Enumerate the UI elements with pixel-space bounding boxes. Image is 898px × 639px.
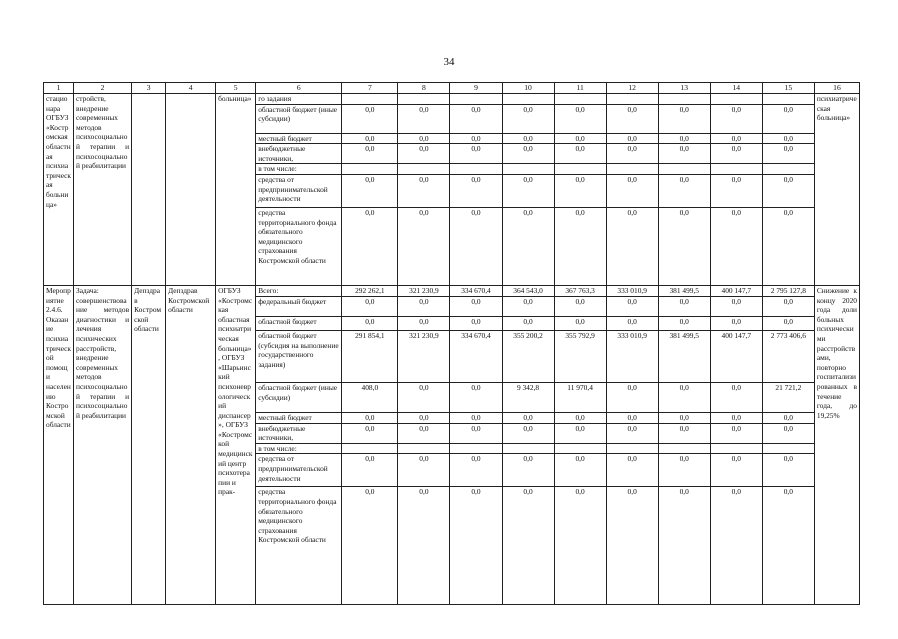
amount-cell: 0,0 xyxy=(710,207,762,285)
amount-cell xyxy=(342,443,398,454)
amount-cell: 0,0 xyxy=(450,316,502,330)
amount-cell: 0,0 xyxy=(710,133,762,144)
amount-cell xyxy=(762,94,814,105)
column-number-cell: 13 xyxy=(658,83,710,94)
amount-cell: 21 721,2 xyxy=(762,382,814,412)
amount-cell: 2 773 406,6 xyxy=(762,330,814,382)
amount-cell: 0,0 xyxy=(658,382,710,412)
amount-cell: 0,0 xyxy=(710,382,762,412)
amount-cell: 0,0 xyxy=(450,454,502,487)
amount-cell: 0,0 xyxy=(342,174,398,207)
amount-cell: 0,0 xyxy=(342,412,398,423)
amount-cell: 0,0 xyxy=(762,423,814,443)
column-number-cell: 15 xyxy=(762,83,814,94)
column-number-cell: 10 xyxy=(502,83,554,94)
funding-source-cell: Всего: xyxy=(256,285,342,296)
amount-cell: 381 499,5 xyxy=(658,330,710,382)
table-row xyxy=(44,94,860,105)
amount-cell xyxy=(450,94,502,105)
amount-cell: 0,0 xyxy=(762,104,814,133)
amount-cell: 0,0 xyxy=(554,423,606,443)
funding-source-cell: средства от предпринимательской деятельности xyxy=(256,174,342,207)
participant-cell: больница» xyxy=(216,94,256,286)
column-number-cell: 12 xyxy=(606,83,658,94)
event-name-cell: Мероприятие 2.4.6. Оказание психиатрической помощи населению Костромской области xyxy=(44,285,74,604)
amount-cell xyxy=(710,94,762,105)
amount-cell: 0,0 xyxy=(658,144,710,164)
amount-cell: 0,0 xyxy=(502,144,554,164)
column-number-cell: 4 xyxy=(166,83,216,94)
amount-cell: 0,0 xyxy=(554,207,606,285)
amount-cell: 0,0 xyxy=(450,487,502,605)
amount-cell: 11 970,4 xyxy=(554,382,606,412)
executor-cell: Депздрав Костромской области xyxy=(166,285,216,604)
funding-source-cell: местный бюджет xyxy=(256,133,342,144)
amount-cell xyxy=(342,94,398,105)
amount-cell: 367 763,3 xyxy=(554,285,606,296)
amount-cell xyxy=(502,94,554,105)
budget-table xyxy=(43,82,860,605)
amount-cell: 0,0 xyxy=(450,423,502,443)
amount-cell: 0,0 xyxy=(710,316,762,330)
amount-cell: 0,0 xyxy=(554,487,606,605)
amount-cell: 334 670,4 xyxy=(450,285,502,296)
amount-cell: 400 147,7 xyxy=(710,285,762,296)
column-number-cell: 7 xyxy=(342,83,398,94)
amount-cell: 0,0 xyxy=(502,133,554,144)
amount-cell: 0,0 xyxy=(554,144,606,164)
amount-cell: 0,0 xyxy=(606,104,658,133)
amount-cell: 0,0 xyxy=(342,487,398,605)
amount-cell: 0,0 xyxy=(398,207,450,285)
amount-cell xyxy=(658,443,710,454)
amount-cell: 0,0 xyxy=(554,296,606,316)
amount-cell: 0,0 xyxy=(502,296,554,316)
coordinator-cell: Депздрав Костромской области xyxy=(132,285,166,604)
funding-source-cell: федеральный бюджет xyxy=(256,296,342,316)
amount-cell: 0,0 xyxy=(398,133,450,144)
amount-cell: 0,0 xyxy=(398,104,450,133)
funding-source-cell: внебюджетные источники, xyxy=(256,423,342,443)
amount-cell: 0,0 xyxy=(398,316,450,330)
amount-cell: 0,0 xyxy=(554,133,606,144)
amount-cell: 0,0 xyxy=(342,104,398,133)
amount-cell: 334 670,4 xyxy=(450,330,502,382)
amount-cell: 0,0 xyxy=(762,487,814,605)
amount-cell xyxy=(606,164,658,175)
amount-cell: 0,0 xyxy=(606,423,658,443)
amount-cell: 0,0 xyxy=(502,104,554,133)
amount-cell: 0,0 xyxy=(502,207,554,285)
amount-cell: 0,0 xyxy=(658,133,710,144)
amount-cell: 0,0 xyxy=(450,174,502,207)
task-cell: Задача: совершенствование методов диагностики и лечения психических расстройств, внедрение современных методов психосоциальной терапии и психосоциальной реабилитации xyxy=(74,285,132,604)
amount-cell: 0,0 xyxy=(658,412,710,423)
amount-cell: 0,0 xyxy=(502,174,554,207)
executor-cell xyxy=(166,94,216,286)
amount-cell: 0,0 xyxy=(658,104,710,133)
table-body xyxy=(44,83,860,605)
amount-cell: 0,0 xyxy=(502,454,554,487)
amount-cell: 9 342,8 xyxy=(502,382,554,412)
header-row xyxy=(44,83,860,94)
column-number-cell: 14 xyxy=(710,83,762,94)
amount-cell: 0,0 xyxy=(342,296,398,316)
amount-cell xyxy=(398,94,450,105)
coordinator-cell xyxy=(132,94,166,286)
amount-cell: 0,0 xyxy=(398,296,450,316)
amount-cell: 355 792,9 xyxy=(554,330,606,382)
amount-cell: 0,0 xyxy=(606,412,658,423)
column-number-cell: 9 xyxy=(450,83,502,94)
amount-cell xyxy=(554,94,606,105)
result-indicator-cell: психиатрическая больница» xyxy=(814,94,859,286)
amount-cell xyxy=(554,443,606,454)
amount-cell: 0,0 xyxy=(606,296,658,316)
amount-cell: 0,0 xyxy=(658,174,710,207)
amount-cell: 0,0 xyxy=(762,133,814,144)
amount-cell xyxy=(398,443,450,454)
amount-cell: 0,0 xyxy=(762,207,814,285)
amount-cell: 0,0 xyxy=(606,487,658,605)
amount-cell xyxy=(606,443,658,454)
amount-cell: 0,0 xyxy=(450,207,502,285)
amount-cell xyxy=(502,164,554,175)
amount-cell: 0,0 xyxy=(554,316,606,330)
amount-cell: 0,0 xyxy=(450,144,502,164)
amount-cell: 0,0 xyxy=(554,454,606,487)
amount-cell xyxy=(658,164,710,175)
amount-cell: 321 230,9 xyxy=(398,285,450,296)
amount-cell: 0,0 xyxy=(398,174,450,207)
amount-cell: 0,0 xyxy=(450,412,502,423)
amount-cell: 0,0 xyxy=(342,207,398,285)
column-number-cell: 1 xyxy=(44,83,74,94)
amount-cell: 0,0 xyxy=(762,412,814,423)
amount-cell xyxy=(710,443,762,454)
amount-cell: 0,0 xyxy=(554,174,606,207)
amount-cell xyxy=(342,164,398,175)
amount-cell: 408,0 xyxy=(342,382,398,412)
amount-cell: 0,0 xyxy=(710,423,762,443)
amount-cell: 0,0 xyxy=(398,454,450,487)
amount-cell: 0,0 xyxy=(710,454,762,487)
amount-cell xyxy=(450,443,502,454)
amount-cell: 291 854,1 xyxy=(342,330,398,382)
column-number-cell: 2 xyxy=(74,83,132,94)
amount-cell: 333 010,9 xyxy=(606,285,658,296)
amount-cell: 0,0 xyxy=(450,104,502,133)
amount-cell: 0,0 xyxy=(606,144,658,164)
amount-cell: 0,0 xyxy=(342,133,398,144)
amount-cell: 0,0 xyxy=(450,296,502,316)
result-indicator-cell: Снижение к концу 2020 года доли больных психическими расстройствами, повторно госпитализированных в течение года, до 19,25% xyxy=(814,285,859,604)
column-number-cell: 3 xyxy=(132,83,166,94)
amount-cell xyxy=(398,164,450,175)
amount-cell: 0,0 xyxy=(450,382,502,412)
amount-cell xyxy=(450,164,502,175)
page-number: 34 xyxy=(443,56,455,68)
amount-cell: 0,0 xyxy=(658,423,710,443)
amount-cell: 0,0 xyxy=(606,133,658,144)
amount-cell xyxy=(606,94,658,105)
amount-cell: 0,0 xyxy=(502,316,554,330)
funding-source-cell: средства территориального фонда обязательного медицинского страхования Костромской области xyxy=(256,207,342,285)
amount-cell: 381 499,5 xyxy=(658,285,710,296)
amount-cell: 0,0 xyxy=(762,144,814,164)
amount-cell: 333 010,9 xyxy=(606,330,658,382)
amount-cell: 0,0 xyxy=(710,174,762,207)
amount-cell: 0,0 xyxy=(710,487,762,605)
amount-cell: 0,0 xyxy=(710,412,762,423)
funding-source-cell: областной бюджет (субсидия на выполнение государственного задания) xyxy=(256,330,342,382)
funding-source-cell: в том числе: xyxy=(256,164,342,175)
amount-cell: 0,0 xyxy=(398,412,450,423)
amount-cell: 0,0 xyxy=(658,454,710,487)
amount-cell xyxy=(762,443,814,454)
amount-cell: 0,0 xyxy=(342,454,398,487)
column-number-cell: 11 xyxy=(554,83,606,94)
amount-cell: 0,0 xyxy=(606,382,658,412)
participant-cell: ОГБУЗ «Костромская областная психиатрическая больница», ОГБУЗ «Шарьинский психоневрологический диспансер», ОГБУЗ «Костромской медицинский центр психотерапии и прак- xyxy=(216,285,256,604)
amount-cell: 400 147,7 xyxy=(710,330,762,382)
amount-cell: 0,0 xyxy=(342,423,398,443)
amount-cell: 0,0 xyxy=(606,454,658,487)
amount-cell: 0,0 xyxy=(398,423,450,443)
amount-cell xyxy=(762,164,814,175)
amount-cell: 0,0 xyxy=(502,487,554,605)
amount-cell: 2 795 127,8 xyxy=(762,285,814,296)
column-number-cell: 5 xyxy=(216,83,256,94)
funding-source-cell: местный бюджет xyxy=(256,412,342,423)
amount-cell: 0,0 xyxy=(342,144,398,164)
column-number-cell: 8 xyxy=(398,83,450,94)
funding-source-cell: средства территориального фонда обязательного медицинского страхования Костромской области xyxy=(256,487,342,605)
amount-cell: 0,0 xyxy=(710,144,762,164)
amount-cell xyxy=(710,164,762,175)
amount-cell: 0,0 xyxy=(762,454,814,487)
amount-cell: 321 230,9 xyxy=(398,330,450,382)
amount-cell: 0,0 xyxy=(606,207,658,285)
amount-cell xyxy=(658,94,710,105)
amount-cell: 0,0 xyxy=(658,296,710,316)
amount-cell: 0,0 xyxy=(710,104,762,133)
amount-cell: 364 543,0 xyxy=(502,285,554,296)
amount-cell: 0,0 xyxy=(502,412,554,423)
funding-source-cell: внебюджетные источники, xyxy=(256,144,342,164)
amount-cell: 0,0 xyxy=(450,133,502,144)
amount-cell: 0,0 xyxy=(342,316,398,330)
amount-cell: 0,0 xyxy=(398,382,450,412)
amount-cell: 0,0 xyxy=(762,296,814,316)
column-number-cell: 6 xyxy=(256,83,342,94)
amount-cell: 355 200,2 xyxy=(502,330,554,382)
amount-cell: 0,0 xyxy=(554,104,606,133)
funding-source-cell: областной бюджет (иные субсидии) xyxy=(256,382,342,412)
funding-source-cell: в том числе: xyxy=(256,443,342,454)
column-number-cell: 16 xyxy=(814,83,859,94)
funding-source-cell: го задания xyxy=(256,94,342,105)
task-cell: стройств, внедрение современных методов психосоциальной терапии и психосоциальной реабилитации xyxy=(74,94,132,286)
amount-cell: 0,0 xyxy=(606,316,658,330)
amount-cell: 0,0 xyxy=(554,412,606,423)
amount-cell: 0,0 xyxy=(398,487,450,605)
amount-cell: 0,0 xyxy=(398,144,450,164)
funding-source-cell: средства от предпринимательской деятельности xyxy=(256,454,342,487)
amount-cell: 0,0 xyxy=(606,174,658,207)
amount-cell: 0,0 xyxy=(762,174,814,207)
amount-cell: 0,0 xyxy=(762,316,814,330)
amount-cell: 0,0 xyxy=(710,296,762,316)
funding-source-cell: областной бюджет (иные субсидии) xyxy=(256,104,342,133)
amount-cell: 0,0 xyxy=(502,423,554,443)
funding-source-cell: областной бюджет xyxy=(256,316,342,330)
amount-cell xyxy=(554,164,606,175)
table-row xyxy=(44,285,860,296)
amount-cell xyxy=(502,443,554,454)
amount-cell: 0,0 xyxy=(658,487,710,605)
event-name-cell: стационара ОГБУЗ «Костромская областная психиатрическая больница» xyxy=(44,94,74,286)
amount-cell: 0,0 xyxy=(658,207,710,285)
amount-cell: 292 262,1 xyxy=(342,285,398,296)
amount-cell: 0,0 xyxy=(658,316,710,330)
